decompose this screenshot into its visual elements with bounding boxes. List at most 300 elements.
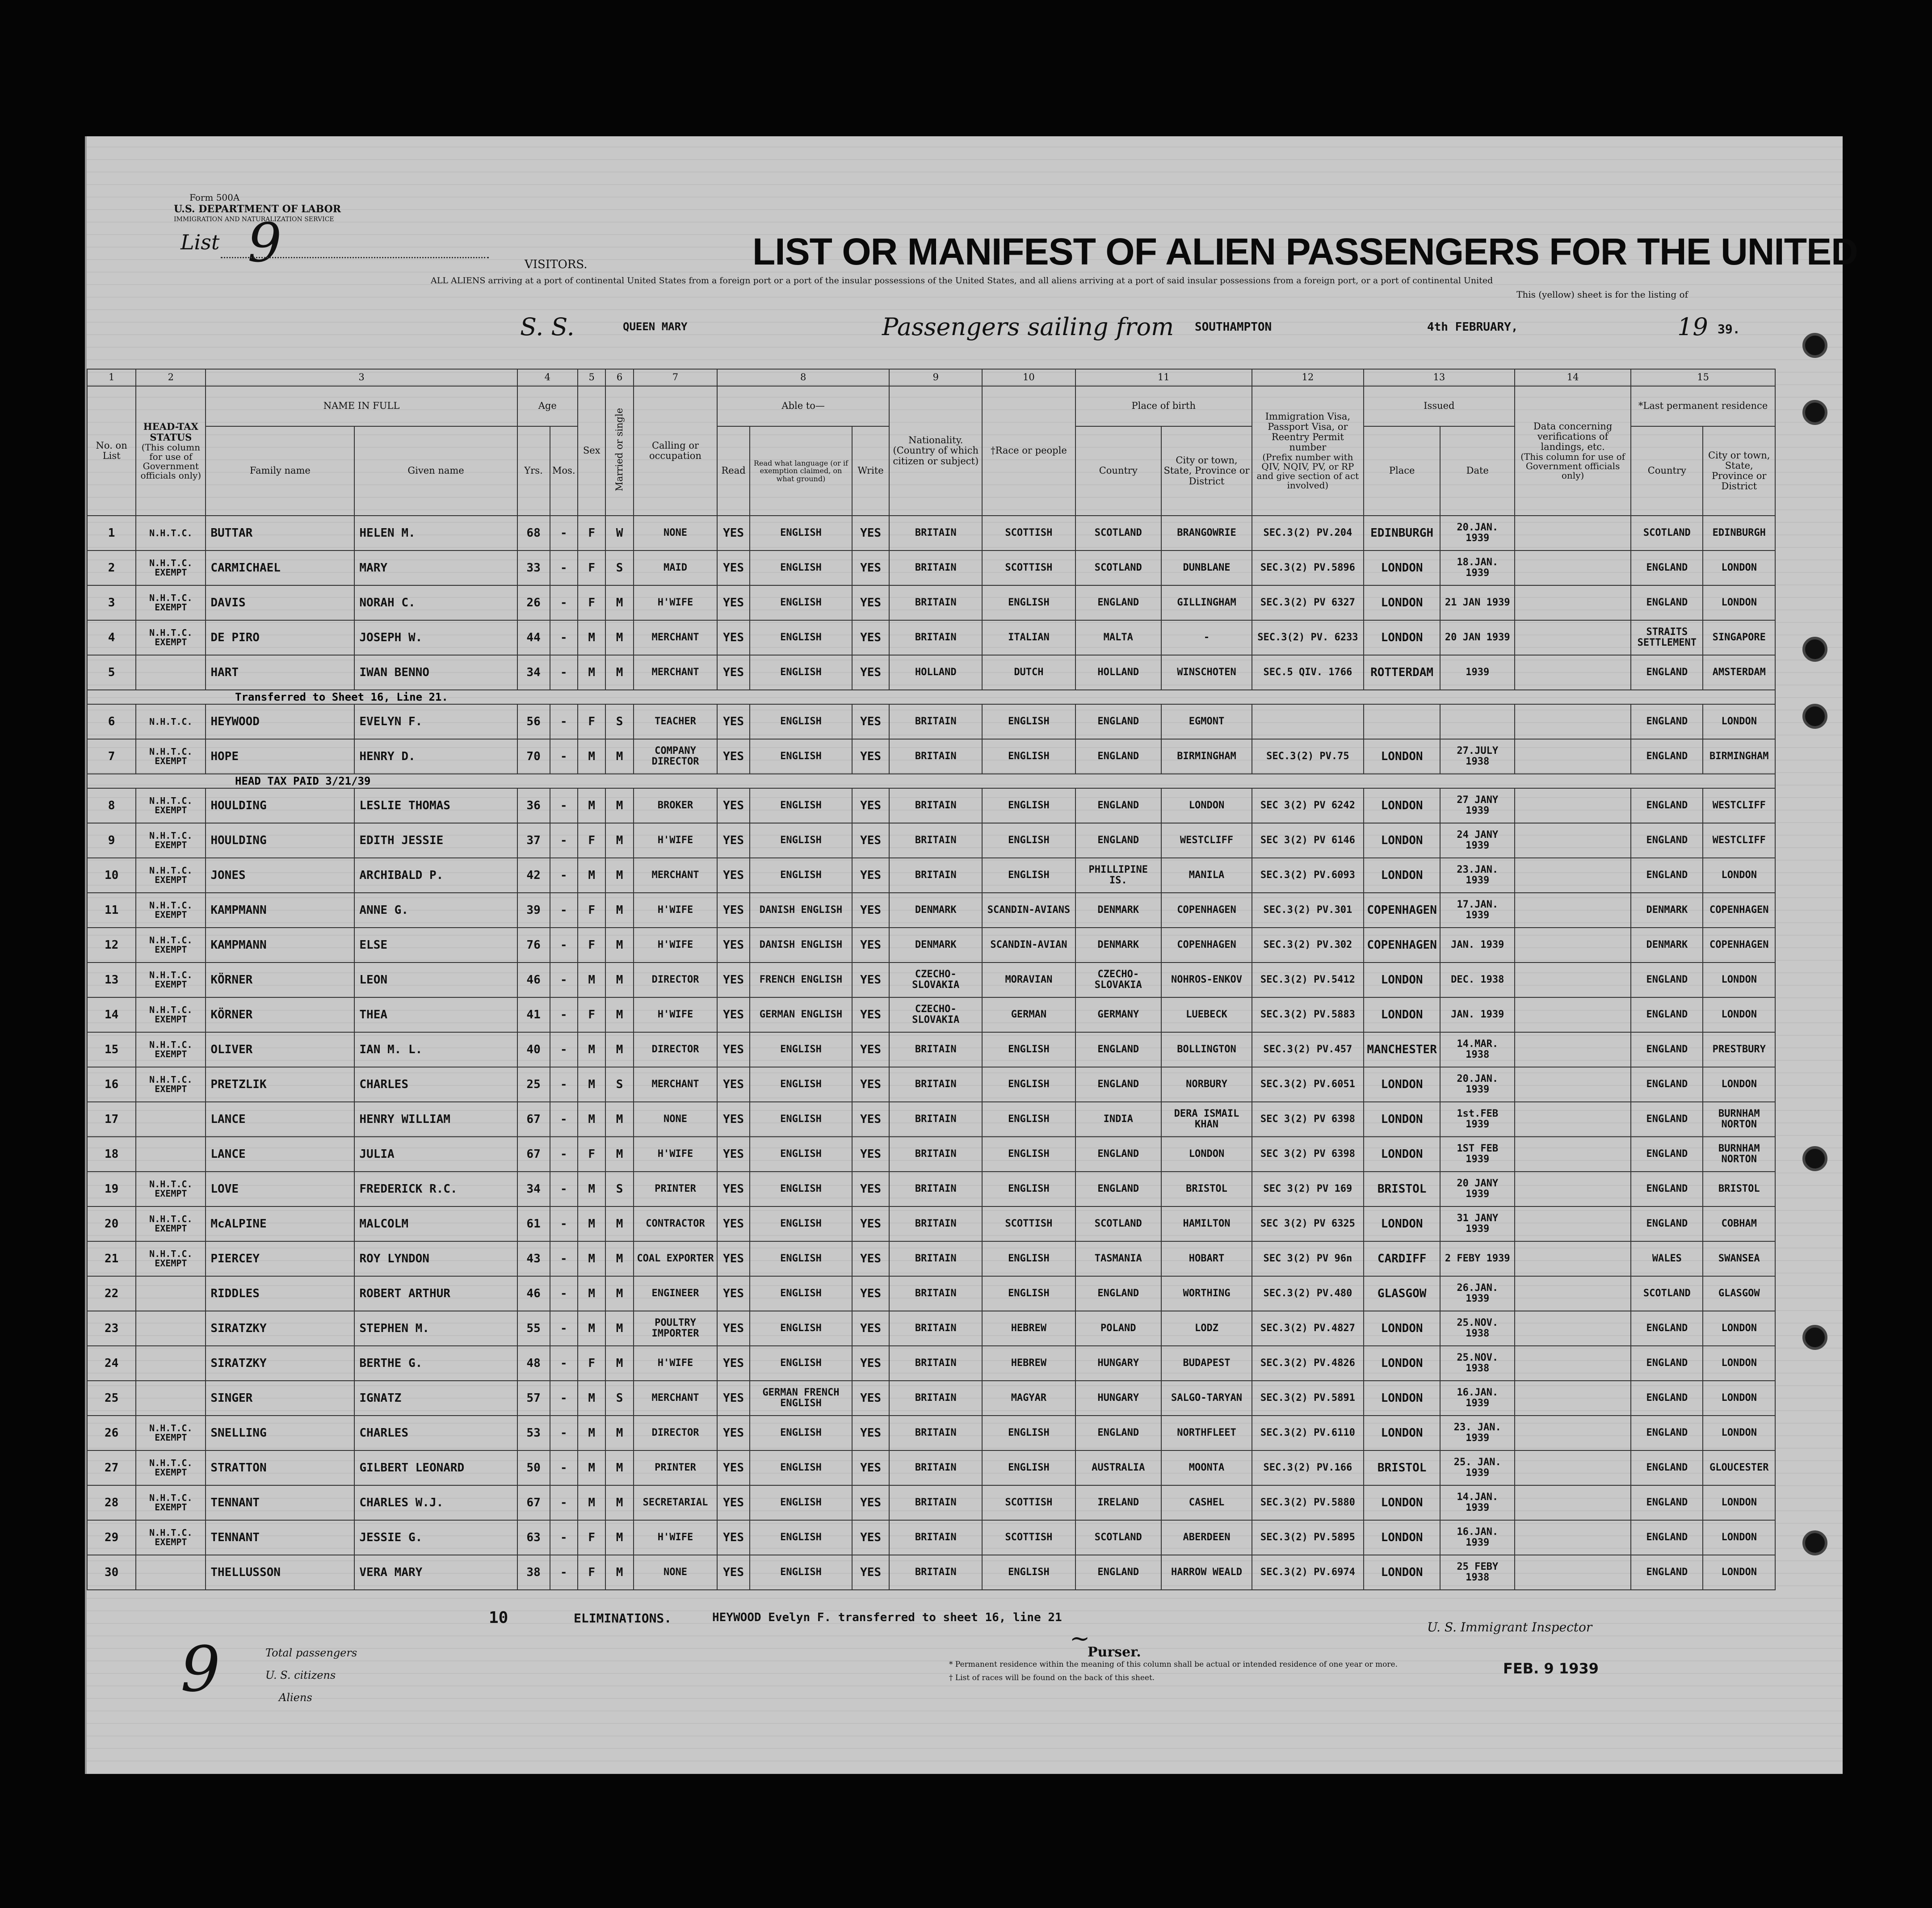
- verification-data: [1515, 1276, 1631, 1311]
- verification-data: [1515, 1172, 1631, 1206]
- punch-hole: [1802, 704, 1827, 729]
- can-write: YES: [852, 620, 889, 655]
- inspector-label: U. S. Immigrant Inspector: [1427, 1620, 1592, 1635]
- issued-date: 25.NOV. 1938: [1440, 1346, 1515, 1381]
- birth-country: ENGLAND: [1075, 704, 1162, 739]
- can-read: YES: [717, 788, 750, 823]
- visa-number: SEC.3(2) PV.5883: [1252, 997, 1364, 1032]
- table-row: [87, 823, 1775, 858]
- race: ENGLISH: [982, 704, 1075, 739]
- issued-place: BRISTOL: [1364, 1450, 1441, 1485]
- total-passengers-label: Total passengers: [265, 1647, 357, 1659]
- birth-country: ENGLAND: [1075, 585, 1162, 620]
- issued-date: 1939: [1440, 655, 1515, 690]
- nationality: HOLLAND: [889, 655, 982, 690]
- age-years: 25: [517, 1067, 550, 1102]
- verification-data: [1515, 1555, 1631, 1590]
- can-write: YES: [852, 997, 889, 1032]
- birth-country: SCOTLAND: [1075, 551, 1162, 585]
- family-name: DE PIRO: [206, 620, 354, 655]
- age-months: -: [550, 1102, 578, 1137]
- occupation: PRINTER: [634, 1450, 717, 1485]
- nationality: BRITAIN: [889, 1346, 982, 1381]
- issued-date: 26.JAN. 1939: [1440, 1276, 1515, 1311]
- issued-place: LONDON: [1364, 620, 1441, 655]
- can-write: YES: [852, 516, 889, 551]
- head-tax-status: [136, 1276, 206, 1311]
- residence-country: ENGLAND: [1631, 1381, 1703, 1416]
- occupation: H'WIFE: [634, 928, 717, 962]
- marital-status: M: [605, 1450, 633, 1485]
- age-months: -: [550, 1416, 578, 1450]
- nhtc-stamp: N.H.T.C.: [149, 830, 193, 841]
- can-read: YES: [717, 893, 750, 928]
- family-name: KAMPMANN: [206, 928, 354, 962]
- family-name: KÖRNER: [206, 997, 354, 1032]
- table-row: [87, 516, 1775, 551]
- marital-status: M: [605, 1206, 633, 1241]
- nationality: BRITAIN: [889, 1172, 982, 1206]
- birth-city: COPENHAGEN: [1161, 893, 1252, 928]
- residence-country: ENGLAND: [1631, 1172, 1703, 1206]
- nhtc-stamp: N.H.T.C.: [149, 1074, 193, 1085]
- given-name: FREDERICK R.C.: [354, 1172, 517, 1206]
- race: SCANDIN-AVIAN: [982, 928, 1075, 962]
- race: ENGLISH: [982, 1450, 1075, 1485]
- verification-data: [1515, 823, 1631, 858]
- race: ENGLISH: [982, 739, 1075, 774]
- row-number: 3: [87, 585, 136, 620]
- family-name: DAVIS: [206, 585, 354, 620]
- head-tax-status: [136, 516, 206, 551]
- age-months: -: [550, 620, 578, 655]
- read-language: ENGLISH: [750, 1102, 852, 1137]
- nhtc-stamp: N.H.T.C.: [149, 716, 193, 727]
- table-row: [87, 928, 1775, 962]
- residence-country: ENGLAND: [1631, 1346, 1703, 1381]
- can-write: YES: [852, 893, 889, 928]
- exempt-stamp: EXEMPT: [155, 979, 187, 990]
- head-tax-status: [136, 1241, 206, 1276]
- issued-date: JAN. 1939: [1440, 928, 1515, 962]
- header-birth: Place of birth: [1075, 386, 1252, 426]
- age-years: 40: [517, 1032, 550, 1067]
- visa-number: SEC.3(2) PV.5880: [1252, 1485, 1364, 1520]
- purser-signature: ~: [1070, 1624, 1090, 1652]
- table-row: [87, 1311, 1775, 1346]
- issued-place: LONDON: [1364, 788, 1441, 823]
- marital-status: M: [605, 739, 633, 774]
- residence-city: BRISTOL: [1703, 1172, 1775, 1206]
- race: GERMAN: [982, 997, 1075, 1032]
- family-name: McALPINE: [206, 1206, 354, 1241]
- verification-data: [1515, 1346, 1631, 1381]
- service: IMMIGRATION AND NATURALIZATION SERVICE: [174, 216, 334, 223]
- age-months: -: [550, 1555, 578, 1590]
- can-write: YES: [852, 739, 889, 774]
- exempt-stamp: EXEMPT: [155, 1014, 187, 1025]
- race: HEBREW: [982, 1311, 1075, 1346]
- can-read: YES: [717, 1032, 750, 1067]
- table-row: [87, 1346, 1775, 1381]
- birth-country: PHILLIPINE IS.: [1075, 858, 1162, 893]
- residence-country: ENGLAND: [1631, 1067, 1703, 1102]
- issued-date: 25. JAN. 1939: [1440, 1450, 1515, 1485]
- residence-city: GLASGOW: [1703, 1276, 1775, 1311]
- can-read: YES: [717, 704, 750, 739]
- can-write: YES: [852, 962, 889, 997]
- year-suffix: 39.: [1718, 322, 1740, 336]
- race: ENGLISH: [982, 585, 1075, 620]
- table-row: [87, 620, 1775, 655]
- eliminations-detail: HEYWOOD Evelyn F. transferred to sheet 16, line 21: [712, 1611, 1062, 1624]
- birth-city: SALGO-TARYAN: [1161, 1381, 1252, 1416]
- header-head-tax: HEAD-TAX STATUS (This column for use of Government officials only): [136, 386, 206, 516]
- issued-place: LONDON: [1364, 1067, 1441, 1102]
- issued-date: 2 FEBY 1939: [1440, 1241, 1515, 1276]
- colnum: 9: [889, 369, 982, 386]
- birth-city: WINSCHOTEN: [1161, 655, 1252, 690]
- family-name: STRATTON: [206, 1450, 354, 1485]
- column-number-row: [87, 369, 1775, 386]
- can-read: YES: [717, 1137, 750, 1172]
- given-name: HENRY D.: [354, 739, 517, 774]
- exempt-stamp: EXEMPT: [155, 602, 187, 613]
- visa-number: SEC 3(2) PV 169: [1252, 1172, 1364, 1206]
- sex: M: [578, 1381, 605, 1416]
- given-name: STEPHEN M.: [354, 1311, 517, 1346]
- row-number: 23: [87, 1311, 136, 1346]
- sex: F: [578, 823, 605, 858]
- issued-date: 31 JANY 1939: [1440, 1206, 1515, 1241]
- occupation: DIRECTOR: [634, 1416, 717, 1450]
- family-name: SINGER: [206, 1381, 354, 1416]
- table-row: [87, 1172, 1775, 1206]
- row-number: 7: [87, 739, 136, 774]
- race: MORAVIAN: [982, 962, 1075, 997]
- issued-place: LONDON: [1364, 1485, 1441, 1520]
- verification-data: [1515, 858, 1631, 893]
- residence-country: ENGLAND: [1631, 704, 1703, 739]
- birth-country: AUSTRALIA: [1075, 1450, 1162, 1485]
- residence-city: LONDON: [1703, 1520, 1775, 1555]
- birth-city: EGMONT: [1161, 704, 1252, 739]
- birth-city: NOHROS-ENKOV: [1161, 962, 1252, 997]
- birth-city: HOBART: [1161, 1241, 1252, 1276]
- nationality: DENMARK: [889, 928, 982, 962]
- can-read: YES: [717, 655, 750, 690]
- list-number: 9: [248, 212, 282, 274]
- age-months: -: [550, 962, 578, 997]
- header-sex: Sex: [578, 386, 605, 516]
- row-number: 29: [87, 1520, 136, 1555]
- stamp-date: FEB. 9 1939: [1503, 1660, 1599, 1677]
- head-tax-status: [136, 928, 206, 962]
- family-name: KÖRNER: [206, 962, 354, 997]
- nhtc-stamp: N.H.T.C.: [149, 527, 193, 538]
- table-row: [87, 1485, 1775, 1520]
- age-months: -: [550, 739, 578, 774]
- punch-hole: [1802, 1530, 1827, 1555]
- row-number: 16: [87, 1067, 136, 1102]
- marital-status: M: [605, 1416, 633, 1450]
- row-number: 4: [87, 620, 136, 655]
- birth-city: -: [1161, 620, 1252, 655]
- exempt-stamp: EXEMPT: [155, 1258, 187, 1269]
- race: ENGLISH: [982, 1102, 1075, 1137]
- issued-date: 1ST FEB 1939: [1440, 1137, 1515, 1172]
- can-read: YES: [717, 1416, 750, 1450]
- visa-number: SEC.3(2) PV.6051: [1252, 1067, 1364, 1102]
- head-tax-status: [136, 1346, 206, 1381]
- sex: F: [578, 997, 605, 1032]
- age-months: -: [550, 823, 578, 858]
- ss-label: S. S.: [520, 313, 575, 341]
- age-years: 46: [517, 1276, 550, 1311]
- can-read: YES: [717, 823, 750, 858]
- residence-city: LONDON: [1703, 551, 1775, 585]
- visa-number: SEC.3(2) PV 6327: [1252, 585, 1364, 620]
- age-months: -: [550, 1381, 578, 1416]
- nationality: BRITAIN: [889, 1450, 982, 1485]
- marital-status: M: [605, 1276, 633, 1311]
- head-tax-status: [136, 620, 206, 655]
- residence-city: LONDON: [1703, 997, 1775, 1032]
- age-years: 55: [517, 1311, 550, 1346]
- age-months: -: [550, 1520, 578, 1555]
- can-write: YES: [852, 858, 889, 893]
- header-issued-date: Date: [1440, 426, 1515, 516]
- colnum: 14: [1515, 369, 1631, 386]
- birth-country: IRELAND: [1075, 1485, 1162, 1520]
- residence-city: PRESTBURY: [1703, 1032, 1775, 1067]
- birth-city: BOLLINGTON: [1161, 1032, 1252, 1067]
- residence-city: BURNHAM NORTON: [1703, 1137, 1775, 1172]
- head-tax-status: [136, 1555, 206, 1590]
- birth-country: ENGLAND: [1075, 1172, 1162, 1206]
- sex: M: [578, 1485, 605, 1520]
- visa-number: SEC.3(2) PV.5896: [1252, 551, 1364, 585]
- colnum: 6: [605, 369, 633, 386]
- occupation: PRINTER: [634, 1172, 717, 1206]
- header-issued-place: Place: [1364, 426, 1441, 516]
- residence-country: DENMARK: [1631, 893, 1703, 928]
- nationality: BRITAIN: [889, 739, 982, 774]
- head-tax-status: [136, 1172, 206, 1206]
- table-row: [87, 739, 1775, 774]
- ship-name: QUEEN MARY: [623, 320, 688, 333]
- manifest-table: [87, 369, 1776, 1590]
- header-visa: Immigration Visa, Passport Visa, or Reentry Permit number (Prefix number with QIV, NQIV, PV, or RP and give section of act involved): [1252, 386, 1364, 516]
- age-years: 56: [517, 704, 550, 739]
- nhtc-stamp: N.H.T.C.: [149, 1039, 193, 1050]
- residence-city: BURNHAM NORTON: [1703, 1102, 1775, 1137]
- given-name: CHARLES: [354, 1416, 517, 1450]
- exempt-stamp: EXEMPT: [155, 1502, 187, 1513]
- sex: F: [578, 1346, 605, 1381]
- issued-date: 1st.FEB 1939: [1440, 1102, 1515, 1137]
- can-read: YES: [717, 585, 750, 620]
- exempt-stamp: EXEMPT: [155, 756, 187, 766]
- age-months: -: [550, 858, 578, 893]
- colnum: 1: [87, 369, 136, 386]
- header-issued: Issued: [1364, 386, 1515, 426]
- marital-status: M: [605, 1311, 633, 1346]
- birth-city: LODZ: [1161, 1311, 1252, 1346]
- race: ENGLISH: [982, 858, 1075, 893]
- sex: M: [578, 655, 605, 690]
- residence-country: ENGLAND: [1631, 788, 1703, 823]
- marital-status: S: [605, 1172, 633, 1206]
- manifest-sheet: [85, 136, 1858, 1774]
- birth-city: CASHEL: [1161, 1485, 1252, 1520]
- visa-number: SEC.5 QIV. 1766: [1252, 655, 1364, 690]
- header-calling: Calling or occupation: [634, 386, 717, 516]
- race: SCOTTISH: [982, 1206, 1075, 1241]
- issued-place: LONDON: [1364, 551, 1441, 585]
- issued-place: CARDIFF: [1364, 1241, 1441, 1276]
- punch-hole: [1802, 1146, 1827, 1171]
- issued-date: 20 JANY 1939: [1440, 1172, 1515, 1206]
- can-write: YES: [852, 1206, 889, 1241]
- age-months: -: [550, 1346, 578, 1381]
- exempt-stamp: EXEMPT: [155, 874, 187, 885]
- age-months: -: [550, 1485, 578, 1520]
- can-write: YES: [852, 1381, 889, 1416]
- birth-country: TASMANIA: [1075, 1241, 1162, 1276]
- can-write: YES: [852, 1450, 889, 1485]
- can-read: YES: [717, 1276, 750, 1311]
- given-name: LEON: [354, 962, 517, 997]
- age-months: -: [550, 1450, 578, 1485]
- read-language: ENGLISH: [750, 788, 852, 823]
- birth-country: ENGLAND: [1075, 788, 1162, 823]
- occupation: ENGINEER: [634, 1276, 717, 1311]
- nhtc-stamp: N.H.T.C.: [149, 795, 193, 806]
- family-name: HART: [206, 655, 354, 690]
- visa-number: SEC 3(2) PV 96n: [1252, 1241, 1364, 1276]
- read-language: DANISH ENGLISH: [750, 893, 852, 928]
- read-language: ENGLISH: [750, 739, 852, 774]
- residence-country: ENGLAND: [1631, 858, 1703, 893]
- row-number: 30: [87, 1555, 136, 1590]
- issued-place: ROTTERDAM: [1364, 655, 1441, 690]
- head-tax-status: [136, 1102, 206, 1137]
- can-write: YES: [852, 1067, 889, 1102]
- us-citizens-label: U. S. citizens: [265, 1669, 336, 1681]
- colnum: 12: [1252, 369, 1364, 386]
- row-number: 26: [87, 1416, 136, 1450]
- issued-place: LONDON: [1364, 1346, 1441, 1381]
- given-name: MARY: [354, 551, 517, 585]
- visa-number: SEC.3(2) PV.5895: [1252, 1520, 1364, 1555]
- race: MAGYAR: [982, 1381, 1075, 1416]
- given-name: IGNATZ: [354, 1381, 517, 1416]
- residence-city: GLOUCESTER: [1703, 1450, 1775, 1485]
- sex: M: [578, 962, 605, 997]
- read-language: DANISH ENGLISH: [750, 928, 852, 962]
- age-months: -: [550, 928, 578, 962]
- race: SCOTTISH: [982, 551, 1075, 585]
- given-name: CHARLES: [354, 1067, 517, 1102]
- list-total-number: 9: [181, 1633, 221, 1706]
- nhtc-stamp: N.H.T.C.: [149, 746, 193, 757]
- colnum: 15: [1631, 369, 1775, 386]
- given-name: IWAN BENNO: [354, 655, 517, 690]
- given-name: ROY LYNDON: [354, 1241, 517, 1276]
- can-read: YES: [717, 1555, 750, 1590]
- residence-country: ENGLAND: [1631, 1520, 1703, 1555]
- can-read: YES: [717, 997, 750, 1032]
- manifest-rows: [87, 516, 1775, 1590]
- occupation: MERCHANT: [634, 858, 717, 893]
- marital-status: M: [605, 1241, 633, 1276]
- issued-date: 27 JANY 1939: [1440, 788, 1515, 823]
- occupation: DIRECTOR: [634, 1032, 717, 1067]
- residence-city: LONDON: [1703, 1555, 1775, 1590]
- visa-number: SEC 3(2) PV 6146: [1252, 823, 1364, 858]
- read-language: ENGLISH: [750, 704, 852, 739]
- given-name: THEA: [354, 997, 517, 1032]
- occupation: CONTRACTOR: [634, 1206, 717, 1241]
- birth-city: WESTCLIFF: [1161, 823, 1252, 858]
- residence-country: STRAITS SETTLEMENT: [1631, 620, 1703, 655]
- race: ENGLISH: [982, 1241, 1075, 1276]
- birth-country: GERMANY: [1075, 997, 1162, 1032]
- colnum: 13: [1364, 369, 1515, 386]
- nationality: BRITAIN: [889, 1381, 982, 1416]
- head-tax-status: [136, 655, 206, 690]
- sailing-date: 4th FEBRUARY,: [1427, 320, 1518, 334]
- punch-hole: [1802, 1325, 1827, 1350]
- read-language: FRENCH ENGLISH: [750, 962, 852, 997]
- nhtc-stamp: N.H.T.C.: [149, 627, 193, 638]
- verification-data: [1515, 1241, 1631, 1276]
- given-name: HELEN M.: [354, 516, 517, 551]
- table-row: [87, 788, 1775, 823]
- residence-country: ENGLAND: [1631, 585, 1703, 620]
- can-write: YES: [852, 655, 889, 690]
- head-tax-status: [136, 704, 206, 739]
- issued-date: JAN. 1939: [1440, 997, 1515, 1032]
- read-language: ENGLISH: [750, 1241, 852, 1276]
- birth-city: MOONTA: [1161, 1450, 1252, 1485]
- nationality: DENMARK: [889, 893, 982, 928]
- issued-place: LONDON: [1364, 1102, 1441, 1137]
- header-age: Age: [517, 386, 578, 426]
- sex: F: [578, 893, 605, 928]
- nationality: BRITAIN: [889, 1555, 982, 1590]
- issued-date: DEC. 1938: [1440, 962, 1515, 997]
- sex: M: [578, 1067, 605, 1102]
- birth-country: MALTA: [1075, 620, 1162, 655]
- birth-country: ENGLAND: [1075, 1032, 1162, 1067]
- verification-data: [1515, 788, 1631, 823]
- nationality: CZECHO-SLOVAKIA: [889, 962, 982, 997]
- marital-status: M: [605, 1555, 633, 1590]
- nationality: BRITAIN: [889, 551, 982, 585]
- header-mos: Mos.: [550, 426, 578, 516]
- row-number: 17: [87, 1102, 136, 1137]
- residence-city: LONDON: [1703, 858, 1775, 893]
- age-years: 67: [517, 1102, 550, 1137]
- verification-data: [1515, 1137, 1631, 1172]
- family-name: TENNANT: [206, 1520, 354, 1555]
- issued-date: 17.JAN. 1939: [1440, 893, 1515, 928]
- colnum: 11: [1075, 369, 1252, 386]
- punch-hole: [1802, 333, 1827, 358]
- issued-date: 14.JAN. 1939: [1440, 1485, 1515, 1520]
